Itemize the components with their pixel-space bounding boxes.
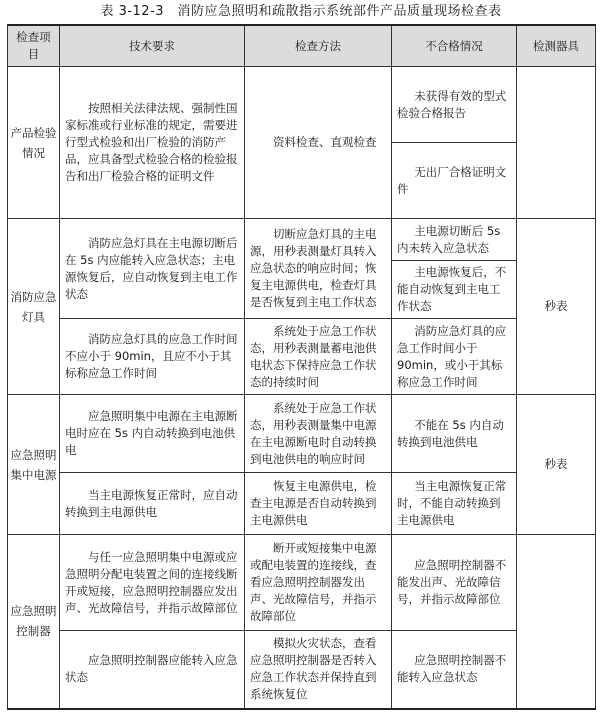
nonconformity-cell: 无出厂合格证明文件 xyxy=(392,143,517,219)
nonconformity-cell: 不能在 5s 内自动转换到电池供电 xyxy=(392,395,517,473)
table-row xyxy=(8,535,596,631)
category-central-power: 应急照明集中电源 xyxy=(8,395,60,535)
nonconformity-cell: 消防应急灯具的应急工作时间小于 90min，或小于其标称应急工作时间 xyxy=(392,319,517,395)
table-row xyxy=(8,67,596,143)
instrument-cell: 秒表 xyxy=(517,219,596,395)
inspection-table xyxy=(7,24,596,710)
header-requirement: 技术要求 xyxy=(60,25,245,67)
method-cell: 恢复主电源供电，检查主电源是否自动转换到主电源供电 xyxy=(245,473,392,535)
requirement-cell: 应急照明集中电源在主电源断电时应在 5s 内自动转换到电池供电 xyxy=(60,395,245,473)
table-row xyxy=(8,219,596,261)
instrument-cell xyxy=(517,67,596,219)
nonconformity-cell: 未获得有效的型式检验合格报告 xyxy=(392,67,517,143)
requirement-cell: 应急照明控制器应能转入应急状态 xyxy=(60,631,245,709)
requirement-cell: 消防应急灯具的应急工作时间不应小于 90min，且应不小于其标称应急工作时间 xyxy=(60,319,245,395)
requirement-cell: 当主电源恢复正常时，应自动转换到主电源供电 xyxy=(60,473,245,535)
requirement-cell: 消防应急灯具在主电源切断后在 5s 内应能转入应急状态；主电源恢复后，应自动恢复到主电工作状态 xyxy=(60,219,245,319)
method-cell: 切断应急灯具的主电源，用秒表测量灯具转入应急状态的响应时间；恢复主电源供电，检查灯具是否恢复到主电工作状态 xyxy=(245,219,392,319)
header-instrument: 检测器具 xyxy=(517,25,596,67)
header-method: 检查方法 xyxy=(245,25,392,67)
nonconformity-cell: 主电源切断后 5s 内未转入应急状态 xyxy=(392,219,517,261)
instrument-cell xyxy=(517,535,596,709)
instrument-cell: 秒表 xyxy=(517,395,596,535)
nonconformity-cell: 应急照明控制器不能转入应急状态 xyxy=(392,631,517,709)
requirement-cell: 按照相关法律法规、强制性国家标准或行业标准的规定，需要进行型式检验和出厂检验的消防产品，应具备型式检验合格的检验报告和出厂检验合格的证明文件 xyxy=(60,67,245,219)
category-emergency-lamp: 消防应急灯具 xyxy=(8,219,60,395)
category-controller: 应急照明控制器 xyxy=(8,535,60,709)
requirement-cell: 与任一应急照明集中电源或应急照明分配电装置之间的连接线断开或短接，应急照明控制器应发出声、光故障信号，并指示故障部位 xyxy=(60,535,245,631)
table-row xyxy=(8,395,596,473)
table-row xyxy=(8,473,596,535)
table-caption: 表 3-12-3 消防应急照明和疏散指示系统部件产品质量现场检查表 xyxy=(100,4,502,19)
method-cell: 断开或短接集中电源或配电装置的连接线，查看应急照明控制器发出声、光故障信号，并指示故障部位 xyxy=(245,535,392,631)
nonconformity-cell: 主电源恢复后，不能自动恢复到主电工作状态 xyxy=(392,261,517,319)
header-nonconformity: 不合格情况 xyxy=(392,25,517,67)
method-cell: 模拟火灾状态，查看应急照明控制器是否转入应急工作状态并保持直到系统恢复位 xyxy=(245,631,392,709)
method-cell: 系统处于应急工作状态，用秒表测量蓄电池供电状态下保持应急工作状态的持续时间 xyxy=(245,319,392,395)
method-cell: 资料检查、直观检查 xyxy=(245,67,392,219)
table-row xyxy=(8,319,596,395)
nonconformity-cell: 应急照明控制器不能发出声、光故障信号，并指示故障部位 xyxy=(392,535,517,631)
header-row xyxy=(8,25,596,67)
method-cell: 系统处于应急工作状态，用秒表测量集中电源在主电源断电时自动转换到电池供电的响应时间 xyxy=(245,395,392,473)
table-row xyxy=(8,631,596,709)
nonconformity-cell: 当主电源恢复正常时，不能自动转换到主电源供电 xyxy=(392,473,517,535)
category-product-inspection: 产品检验情况 xyxy=(8,67,60,219)
header-category: 检查项目 xyxy=(8,25,60,67)
